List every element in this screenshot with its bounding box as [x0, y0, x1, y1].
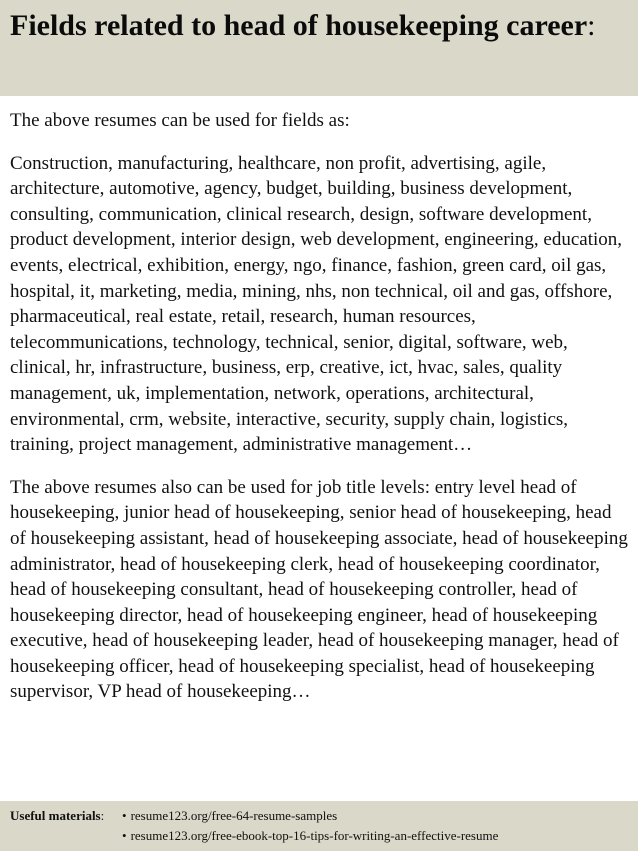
- main-content: [10, 108, 632, 705]
- page-title-colon: :: [587, 9, 596, 42]
- page-title-text: Fields related to head of housekeeping career: [10, 9, 588, 42]
- footer-band: [0, 801, 638, 851]
- page-title: [10, 6, 628, 46]
- useful-materials-label: [10, 806, 122, 826]
- bullet-icon: •: [122, 828, 127, 843]
- bullet-icon: •: [122, 808, 127, 823]
- footer-label-spacer: [10, 826, 122, 846]
- resource-link-resume-samples[interactable]: resume123.org/free-64-resume-samples: [130, 808, 338, 823]
- job-levels-text: The above resumes also can be used for job title levels: entry level head of housekeeping, junior head of housekeeping, senior head of housekeeping, head of housekeeping assistant, head of housekeeping associate, head of housekeeping administrator, head of housekeeping clerk, head of housekeeping coordinator, head of housekeeping consultant, head of housekeeping controller, head of housekeeping director, head of housekeeping engineer, head of housekeeping executive, head of housekeeping leader, head of housekeeping manager, head of housekeeping officer, head of housekeeping specialist, head of housekeeping supervisor, VP head of housekeeping…: [10, 476, 628, 703]
- resource-link-ebook-tips[interactable]: resume123.org/free-ebook-top-16-tips-for-writing-an-effective-resume: [130, 828, 499, 843]
- useful-materials-label-text: Useful materials: [10, 808, 101, 823]
- useful-materials-label-colon: :: [100, 808, 105, 823]
- footer-row-1: [10, 806, 628, 826]
- intro-text: The above resumes can be used for fields as:: [10, 110, 350, 131]
- fields-list-text: Construction, manufacturing, healthcare, non profit, advertising, agile, architecture, automotive, agency, budget, building, business development, consulting, communication, clinical research, design, software development, product development, interior design, web development, engineering, education, events, electrical, exhibition, energy, ngo, finance, fashion, green card, oil gas, hospital, it, marketing, media, mining, nhs, non technical, oil and gas, offshore, pharmaceutical, real estate, retail, research, human resources, telecommunications, technology, technical, senior, digital, software, web, clinical, hr, infrastructure, business, erp, creative, ict, hvac, sales, quality management, uk, implementation, network, operations, architectural, environmental, crm, website, interactive, security, supply chain, logistics, training, project management, administrative management…: [10, 152, 623, 456]
- footer-row-2: [10, 826, 628, 846]
- header-band: [0, 0, 638, 96]
